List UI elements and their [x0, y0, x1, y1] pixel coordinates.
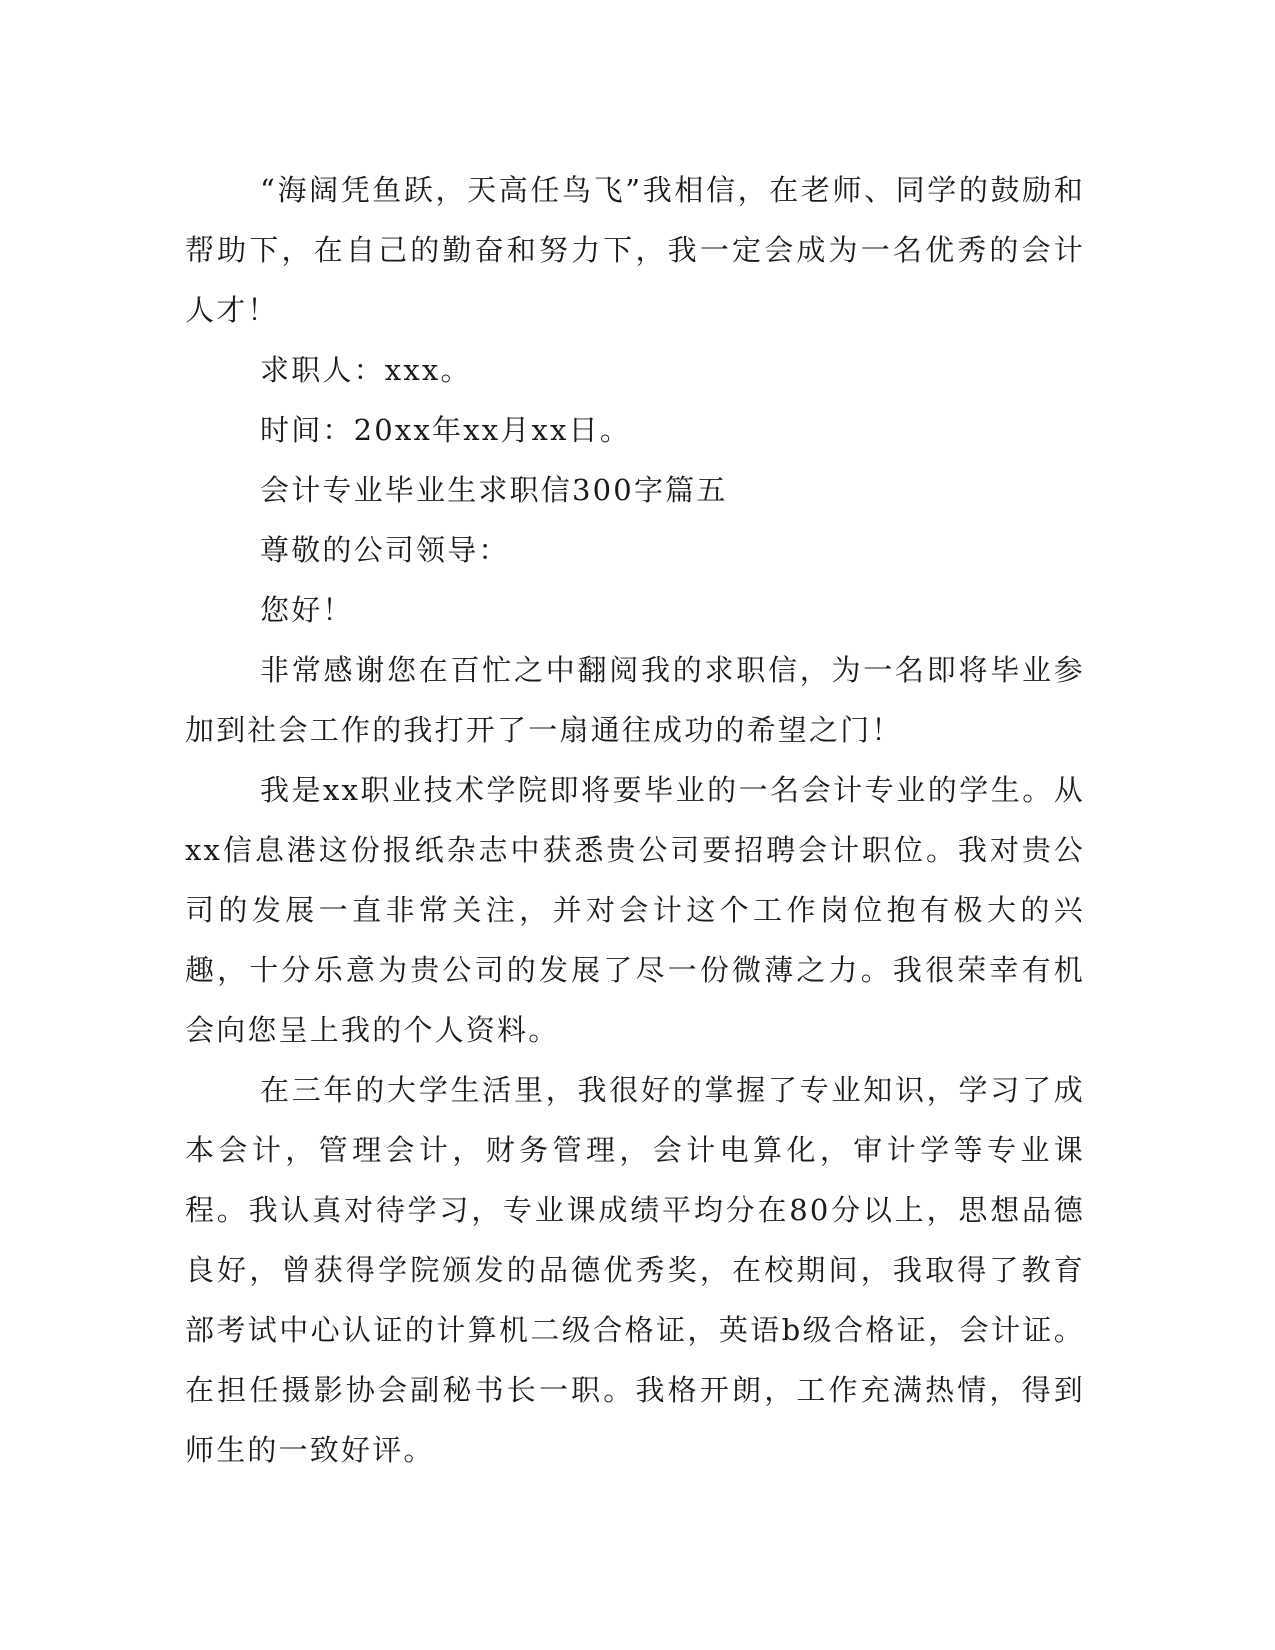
- paragraph-thanks: 非常感谢您在百忙之中翻阅我的求职信，为一名即将毕业参加到社会工作的我打开了一扇通往成功的希望之门！: [185, 653, 1085, 747]
- document-body: [185, 160, 1085, 1480]
- paragraph-education: 在三年的大学生活里，我很好的掌握了专业知识，学习了成本会计，管理会计，财务管理，会计电算化，审计学等专业课程。我认真对待学习，专业课成绩平均分在80分以上，思想品德良好，曾获得学院颁发的品德优秀奖，在校期间，我取得了教育部考试中心认证的计算机二级合格证，英语b级合格证，会计证。在担任摄影协会副秘书长一职。我格开朗，工作充满热情，得到师生的一致好评。: [185, 1073, 1085, 1467]
- paragraph-applicant: 求职人：xxx。: [260, 353, 472, 387]
- salutation: 尊敬的公司领导：: [260, 533, 510, 567]
- paragraph-introduction: 我是xx职业技术学院即将要毕业的一名会计专业的学生。从xx信息港这份报纸杂志中获悉贵公司要招聘会计职位。我对贵公司的发展一直非常关注，并对会计这个工作岗位抱有极大的兴趣，十分乐意为贵公司的发展了尽一份微薄之力。我很荣幸有机会向您呈上我的个人资料。: [185, 773, 1085, 1047]
- paragraph-closing-motto: “海阔凭鱼跃，天高任鸟飞”我相信，在老师、同学的鼓励和帮助下，在自己的勤奋和努力下，我一定会成为一名优秀的会计人才！: [185, 173, 1085, 327]
- greeting: 您好！: [260, 593, 354, 627]
- section-heading: 会计专业毕业生求职信300字篇五: [260, 473, 728, 507]
- paragraph-date: 时间：20xx年xx月xx日。: [260, 413, 632, 447]
